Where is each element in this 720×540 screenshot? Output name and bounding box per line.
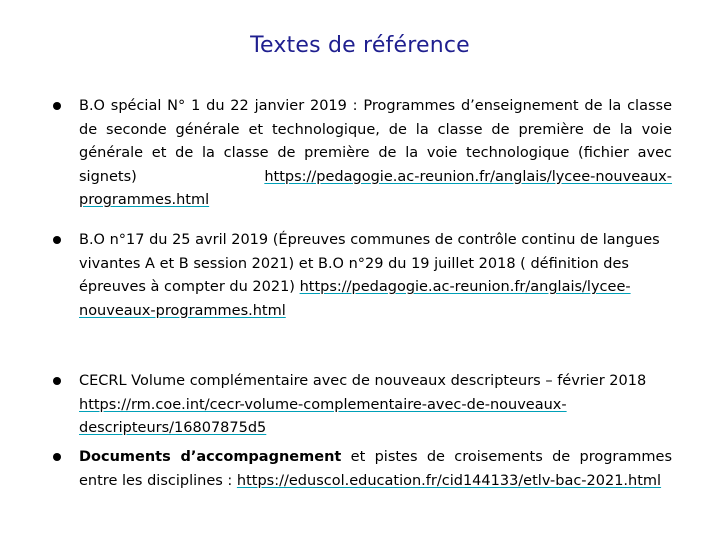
bullet-icon [53,236,61,244]
page-title: Textes de référence [250,33,470,58]
item-link[interactable]: https://pedagogie.ac-reunion.fr/anglais/lycee-nouveaux-programmes.html [79,168,672,208]
list-item [79,95,672,213]
bullet-icon [53,102,61,110]
item-text: B.O spécial N° 1 du 22 janvier 2019 : Programmes d’enseignement de la classe de seconde générale et technologique, de la classe de première de la voie générale et de la classe de première de la voie technologique (fichier avec signets) [79,98,672,185]
item-bold-text: Documents d’accompagnement [79,449,342,465]
item-text: CECRL Volume complémentaire avec de nouveaux descripteurs – février 2018 [79,373,647,389]
list-item [79,446,672,493]
list-item [79,370,679,441]
list-item [79,229,672,323]
item-link[interactable]: https://pedagogie.ac-reunion.fr/anglais/lycee-nouveaux-programmes.html [79,279,631,319]
item-text: et pistes de croisements de programmes entre les disciplines : [79,449,673,489]
item-link[interactable]: https://eduscol.education.fr/cid144133/etlv-bac-2021.html [236,472,662,489]
item-link[interactable]: https://rm.coe.int/cecr-volume-complementaire-avec-de-nouveaux-descripteurs/16807875d5 [79,396,567,436]
bullet-icon [53,453,61,461]
bullet-icon [53,377,61,385]
item-text: B.O n°17 du 25 avril 2019 (Épreuves communes de contrôle continu de langues vivantes A et B session 2021) et B.O n°29 du 19 juillet 2018 ( définition des épreuves à compter du 2021) [79,232,660,295]
